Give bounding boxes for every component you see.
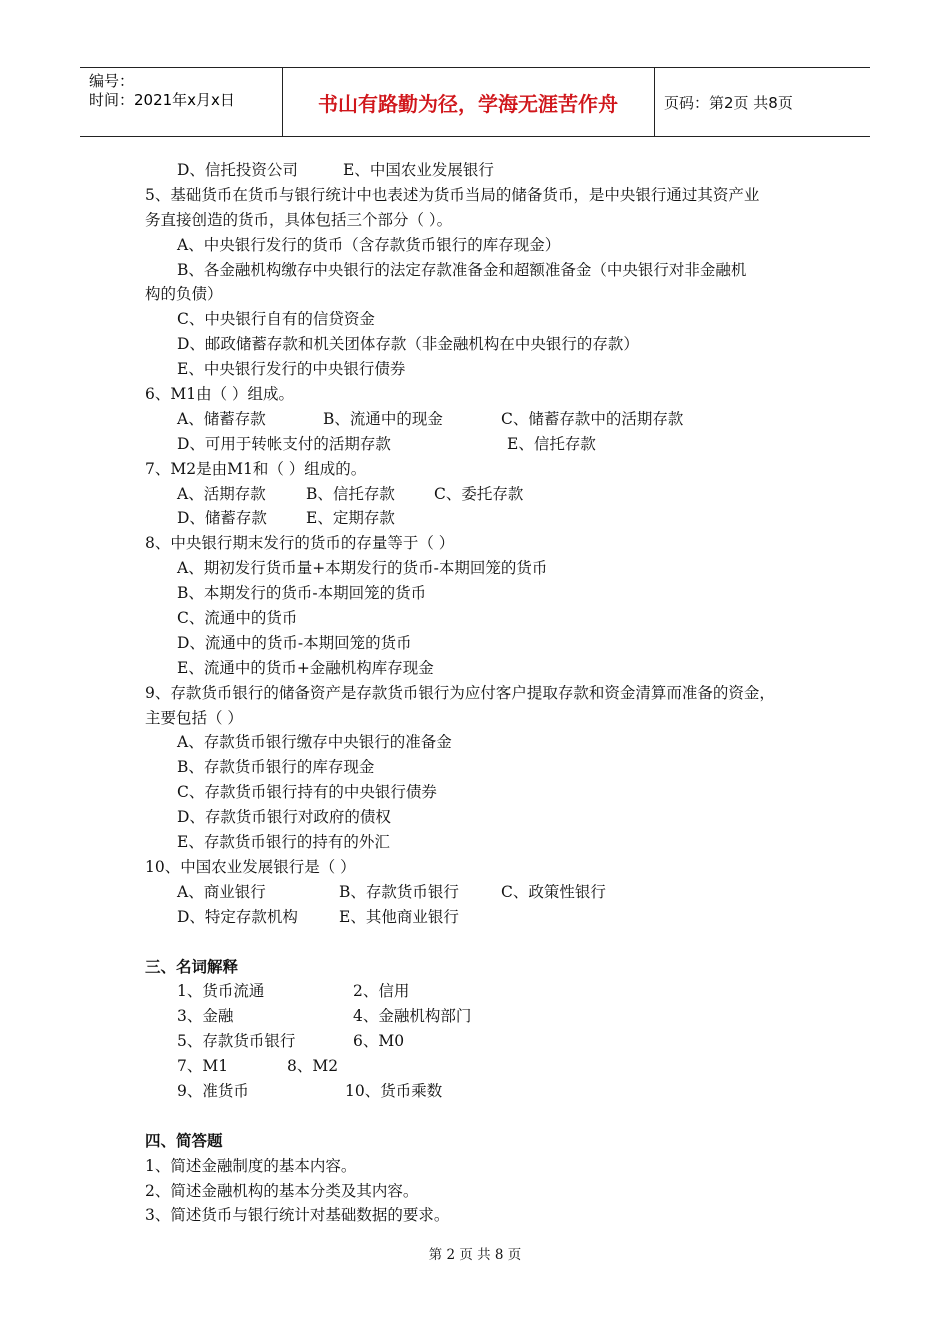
header-page-cell <box>654 68 870 136</box>
q8-option-e: E、流通中的货币+金融机构库存现金 <box>177 658 434 677</box>
term-item: 3、金融 <box>177 1007 234 1026</box>
section-3-title: 三、名词解释 <box>145 957 239 976</box>
q9-option-d: D、存款货币银行对政府的债权 <box>177 808 391 827</box>
q7-option-c: C、委托存款 <box>434 484 524 503</box>
term-item: 2、信用 <box>353 982 410 1001</box>
term-item: 1、货币流通 <box>177 982 265 1001</box>
q7-option-d: D、储蓄存款 <box>177 509 267 528</box>
term-item: 7、M1 <box>177 1057 229 1076</box>
q10-option-b: B、存款货币银行 <box>339 882 459 901</box>
q7-option-b: B、信托存款 <box>306 484 395 503</box>
question-8-stem: 8、中央银行期末发行的货币的存量等于（ ） <box>145 534 455 553</box>
question-5-stem-line-1: 5、基础货币在货币与银行统计中也表述为货币当局的储备货币，是中央银行通过其资产业 <box>145 185 760 204</box>
q9-option-b: B、存款货币银行的库存现金 <box>177 758 375 777</box>
short-answer-item: 3、简述货币与银行统计对基础数据的要求。 <box>145 1206 450 1225</box>
term-item: 10、货币乘数 <box>345 1081 443 1100</box>
q8-option-a: A、期初发行货币量+本期发行的货币-本期回笼的货币 <box>177 559 548 578</box>
q6-option-a: A、储蓄存款 <box>177 409 266 428</box>
q9-option-e: E、存款货币银行的持有的外汇 <box>177 833 390 852</box>
question-10-stem: 10、中国农业发展银行是（ ） <box>145 857 356 876</box>
question-7-options-row-1 <box>145 482 825 507</box>
terms-row-5 <box>145 1079 825 1104</box>
term-item: 5、存款货币银行 <box>177 1032 296 1051</box>
q6-option-c: C、储蓄存款中的活期存款 <box>501 409 684 428</box>
header-motto: 书山有路勤为径，学海无涯苦作舟 <box>318 92 618 116</box>
terms-row-3 <box>145 1029 825 1054</box>
term-item: 4、金融机构部门 <box>353 1007 472 1026</box>
header-meta-cell <box>80 68 283 136</box>
term-item: 6、M0 <box>353 1032 405 1051</box>
section-4-title: 四、简答题 <box>145 1131 223 1150</box>
q8-option-d: D、流通中的货币-本期回笼的货币 <box>177 633 412 652</box>
question-6-stem: 6、M1由（ ）组成。 <box>145 385 295 404</box>
term-item: 9、准货币 <box>177 1081 249 1100</box>
q5-option-e: E、中央银行发行的中央银行债券 <box>177 360 406 379</box>
document-time-label: 时间：2021年x月x日 <box>89 91 235 109</box>
term-item: 8、M2 <box>287 1057 339 1076</box>
question-5-stem-line-2: 务直接创造的货币，具体包括三个部分（ ）。 <box>145 210 453 229</box>
short-answer-item: 1、简述金融制度的基本内容。 <box>145 1156 357 1175</box>
terms-row-4 <box>145 1054 825 1079</box>
q9-option-c: C、存款货币银行持有的中央银行债券 <box>177 783 437 802</box>
q4-option-d: D、信托投资公司 <box>177 161 298 179</box>
q8-option-c: C、流通中的货币 <box>177 609 298 628</box>
question-9-stem-line-1: 9、存款货币银行的储备资产是存款货币银行为应付客户提取存款和资金清算而准备的资金， <box>145 683 775 702</box>
header-page-info: 页码：第2页 共8页 <box>664 94 793 112</box>
page-header <box>80 67 870 137</box>
spacer <box>145 930 825 955</box>
short-answer-item: 2、简述金融机构的基本分类及其内容。 <box>145 1181 419 1200</box>
q5-option-b-line-2: 构的负债） <box>145 285 223 304</box>
spacer <box>145 1104 825 1129</box>
question-10-options-row-1 <box>145 880 825 905</box>
q4-option-e: E、中国农业发展银行 <box>343 161 494 179</box>
q5-option-b-line-1: B、各金融机构缴存中央银行的法定存款准备金和超额准备金（中央银行对非金融机 <box>177 260 747 279</box>
document-body <box>145 158 825 1228</box>
q5-option-a: A、中央银行发行的货币（含存款货币银行的库存现金） <box>177 235 561 254</box>
question-7-options-row-2 <box>145 506 825 531</box>
q10-option-c: C、政策性银行 <box>501 882 606 901</box>
q5-option-d: D、邮政储蓄存款和机关团体存款（非金融机构在中央银行的存款） <box>177 335 639 354</box>
q7-option-a: A、活期存款 <box>177 484 266 503</box>
q6-option-b: B、流通中的现金 <box>323 409 443 428</box>
page-footer: 第 2 页 共 8 页 <box>428 1247 522 1263</box>
question-10-options-row-2 <box>145 905 825 930</box>
q10-option-e: E、其他商业银行 <box>339 907 459 926</box>
q7-option-e: E、定期存款 <box>306 509 395 528</box>
question-6-options-row-2 <box>145 432 825 457</box>
q8-option-b: B、本期发行的货币-本期回笼的货币 <box>177 584 427 603</box>
question-6-options-row-1 <box>145 407 825 432</box>
document-number-label: 编号： <box>89 72 135 90</box>
terms-row-1 <box>145 979 825 1004</box>
question-7-stem: 7、M2是由M1和（ ）组成的。 <box>145 459 367 478</box>
terms-row-2 <box>145 1004 825 1029</box>
q6-option-d: D、可用于转帐支付的活期存款 <box>177 434 391 453</box>
q9-option-a: A、存款货币银行缴存中央银行的准备金 <box>177 733 452 752</box>
header-motto-cell <box>282 68 655 136</box>
q10-option-a: A、商业银行 <box>177 882 266 901</box>
q10-option-d: D、特定存款机构 <box>177 907 298 926</box>
q5-option-c: C、中央银行自有的信贷资金 <box>177 310 375 329</box>
question-4-options-tail <box>145 158 825 183</box>
q6-option-e: E、信托存款 <box>507 434 596 453</box>
question-9-stem-line-2: 主要包括（ ） <box>145 708 243 727</box>
